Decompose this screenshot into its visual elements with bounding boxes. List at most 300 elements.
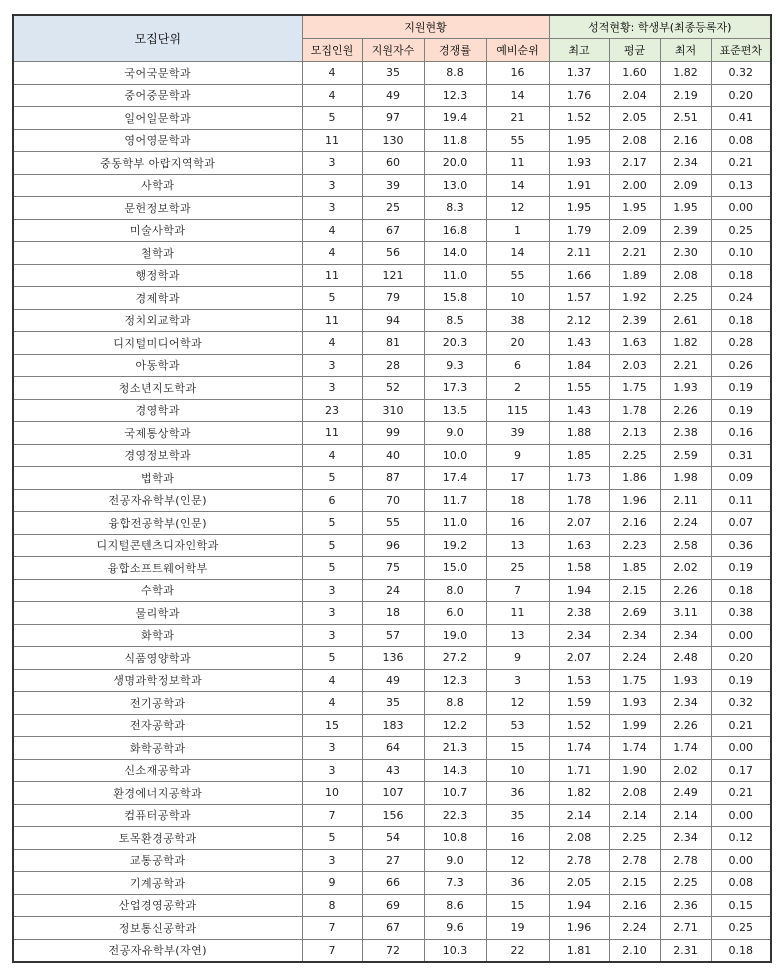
cell-applicants: 70 bbox=[362, 489, 424, 512]
header-grade-best: 최고 bbox=[549, 39, 609, 62]
cell-grade-best: 1.66 bbox=[549, 264, 609, 287]
table-row bbox=[13, 512, 771, 535]
cell-waitlist-rank: 14 bbox=[486, 174, 549, 197]
cell-waitlist-rank: 3 bbox=[486, 669, 549, 692]
table-row bbox=[13, 557, 771, 580]
cell-unit-name: 사학과 bbox=[13, 174, 302, 197]
cell-unit-name: 융합소프트웨어학부 bbox=[13, 557, 302, 580]
cell-grade-stddev: 0.38 bbox=[711, 602, 771, 625]
cell-grade-best: 1.52 bbox=[549, 714, 609, 737]
cell-competition-rate: 11.8 bbox=[424, 129, 486, 152]
cell-waitlist-rank: 12 bbox=[486, 197, 549, 220]
cell-applicants: 67 bbox=[362, 917, 424, 940]
cell-applicants: 35 bbox=[362, 692, 424, 715]
cell-competition-rate: 20.0 bbox=[424, 152, 486, 175]
table-row bbox=[13, 152, 771, 175]
table-row bbox=[13, 107, 771, 130]
cell-grade-average: 1.75 bbox=[609, 669, 660, 692]
cell-grade-lowest: 2.02 bbox=[660, 759, 711, 782]
cell-grade-stddev: 0.12 bbox=[711, 827, 771, 850]
cell-grade-lowest: 2.31 bbox=[660, 939, 711, 962]
cell-competition-rate: 11.0 bbox=[424, 512, 486, 535]
cell-grade-lowest: 2.11 bbox=[660, 489, 711, 512]
cell-grade-average: 1.74 bbox=[609, 737, 660, 760]
cell-grade-average: 2.03 bbox=[609, 354, 660, 377]
cell-grade-best: 1.52 bbox=[549, 107, 609, 130]
cell-grade-best: 1.43 bbox=[549, 332, 609, 355]
cell-grade-stddev: 0.10 bbox=[711, 242, 771, 265]
cell-quota: 3 bbox=[302, 849, 362, 872]
cell-grade-average: 1.63 bbox=[609, 332, 660, 355]
cell-applicants: 39 bbox=[362, 174, 424, 197]
cell-quota: 3 bbox=[302, 602, 362, 625]
cell-grade-lowest: 2.02 bbox=[660, 557, 711, 580]
cell-quota: 5 bbox=[302, 534, 362, 557]
cell-grade-lowest: 2.34 bbox=[660, 827, 711, 850]
cell-quota: 11 bbox=[302, 422, 362, 445]
cell-competition-rate: 8.8 bbox=[424, 692, 486, 715]
cell-unit-name: 전자공학과 bbox=[13, 714, 302, 737]
cell-grade-average: 2.23 bbox=[609, 534, 660, 557]
cell-grade-best: 1.85 bbox=[549, 444, 609, 467]
cell-grade-stddev: 0.21 bbox=[711, 782, 771, 805]
table-row bbox=[13, 669, 771, 692]
cell-applicants: 81 bbox=[362, 332, 424, 355]
cell-waitlist-rank: 9 bbox=[486, 444, 549, 467]
cell-grade-stddev: 0.26 bbox=[711, 354, 771, 377]
cell-grade-stddev: 0.08 bbox=[711, 129, 771, 152]
table-row bbox=[13, 377, 771, 400]
cell-grade-best: 1.95 bbox=[549, 197, 609, 220]
cell-quota: 3 bbox=[302, 174, 362, 197]
cell-competition-rate: 11.7 bbox=[424, 489, 486, 512]
cell-waitlist-rank: 6 bbox=[486, 354, 549, 377]
cell-grade-best: 1.84 bbox=[549, 354, 609, 377]
table-row bbox=[13, 174, 771, 197]
cell-grade-average: 1.75 bbox=[609, 377, 660, 400]
cell-applicants: 54 bbox=[362, 827, 424, 850]
cell-unit-name: 경제학과 bbox=[13, 287, 302, 310]
cell-applicants: 55 bbox=[362, 512, 424, 535]
cell-grade-average: 2.08 bbox=[609, 129, 660, 152]
cell-grade-lowest: 3.11 bbox=[660, 602, 711, 625]
cell-waitlist-rank: 38 bbox=[486, 309, 549, 332]
cell-grade-stddev: 0.24 bbox=[711, 287, 771, 310]
cell-grade-average: 2.14 bbox=[609, 804, 660, 827]
cell-unit-name: 일어일문학과 bbox=[13, 107, 302, 130]
cell-grade-lowest: 2.71 bbox=[660, 917, 711, 940]
cell-waitlist-rank: 12 bbox=[486, 849, 549, 872]
cell-waitlist-rank: 19 bbox=[486, 917, 549, 940]
cell-grade-lowest: 2.59 bbox=[660, 444, 711, 467]
cell-applicants: 156 bbox=[362, 804, 424, 827]
table-row bbox=[13, 737, 771, 760]
cell-unit-name: 행정학과 bbox=[13, 264, 302, 287]
table-row bbox=[13, 467, 771, 490]
cell-grade-lowest: 2.38 bbox=[660, 422, 711, 445]
cell-unit-name: 경영정보학과 bbox=[13, 444, 302, 467]
cell-competition-rate: 19.0 bbox=[424, 624, 486, 647]
cell-unit-name: 교통공학과 bbox=[13, 849, 302, 872]
cell-grade-stddev: 0.19 bbox=[711, 669, 771, 692]
table-row bbox=[13, 602, 771, 625]
cell-quota: 6 bbox=[302, 489, 362, 512]
cell-grade-best: 1.82 bbox=[549, 782, 609, 805]
cell-quota: 3 bbox=[302, 377, 362, 400]
cell-quota: 5 bbox=[302, 647, 362, 670]
cell-grade-stddev: 0.18 bbox=[711, 939, 771, 962]
cell-unit-name: 신소재공학과 bbox=[13, 759, 302, 782]
cell-grade-average: 2.21 bbox=[609, 242, 660, 265]
cell-quota: 4 bbox=[302, 84, 362, 107]
table-row bbox=[13, 849, 771, 872]
table-row bbox=[13, 624, 771, 647]
cell-quota: 4 bbox=[302, 332, 362, 355]
cell-unit-name: 물리학과 bbox=[13, 602, 302, 625]
cell-applicants: 40 bbox=[362, 444, 424, 467]
cell-grade-best: 2.07 bbox=[549, 647, 609, 670]
cell-quota: 4 bbox=[302, 669, 362, 692]
cell-unit-name: 법학과 bbox=[13, 467, 302, 490]
cell-waitlist-rank: 17 bbox=[486, 467, 549, 490]
cell-waitlist-rank: 11 bbox=[486, 152, 549, 175]
cell-quota: 8 bbox=[302, 894, 362, 917]
cell-grade-average: 1.90 bbox=[609, 759, 660, 782]
cell-waitlist-rank: 16 bbox=[486, 62, 549, 85]
cell-grade-stddev: 0.32 bbox=[711, 692, 771, 715]
cell-waitlist-rank: 36 bbox=[486, 872, 549, 895]
table-body bbox=[13, 62, 771, 963]
cell-unit-name: 수학과 bbox=[13, 579, 302, 602]
cell-grade-best: 1.78 bbox=[549, 489, 609, 512]
admissions-table bbox=[12, 14, 772, 963]
cell-quota: 3 bbox=[302, 737, 362, 760]
cell-grade-stddev: 0.00 bbox=[711, 849, 771, 872]
cell-waitlist-rank: 35 bbox=[486, 804, 549, 827]
cell-grade-stddev: 0.21 bbox=[711, 714, 771, 737]
cell-applicants: 97 bbox=[362, 107, 424, 130]
header-quota: 모집인원 bbox=[302, 39, 362, 62]
cell-grade-lowest: 2.30 bbox=[660, 242, 711, 265]
cell-unit-name: 환경에너지공학과 bbox=[13, 782, 302, 805]
table-row bbox=[13, 917, 771, 940]
cell-waitlist-rank: 55 bbox=[486, 264, 549, 287]
header-apply-group: 지원현황 bbox=[302, 15, 549, 39]
table-row bbox=[13, 647, 771, 670]
cell-grade-best: 1.94 bbox=[549, 894, 609, 917]
cell-grade-stddev: 0.09 bbox=[711, 467, 771, 490]
table-row bbox=[13, 242, 771, 265]
cell-grade-stddev: 0.11 bbox=[711, 489, 771, 512]
table-row bbox=[13, 84, 771, 107]
cell-grade-stddev: 0.00 bbox=[711, 624, 771, 647]
cell-grade-lowest: 2.24 bbox=[660, 512, 711, 535]
cell-grade-best: 1.37 bbox=[549, 62, 609, 85]
cell-grade-lowest: 2.34 bbox=[660, 692, 711, 715]
cell-applicants: 66 bbox=[362, 872, 424, 895]
cell-grade-best: 2.05 bbox=[549, 872, 609, 895]
cell-quota: 7 bbox=[302, 917, 362, 940]
cell-applicants: 52 bbox=[362, 377, 424, 400]
cell-grade-best: 1.88 bbox=[549, 422, 609, 445]
cell-grade-average: 2.39 bbox=[609, 309, 660, 332]
cell-unit-name: 정치외교학과 bbox=[13, 309, 302, 332]
cell-competition-rate: 27.2 bbox=[424, 647, 486, 670]
cell-grade-lowest: 2.26 bbox=[660, 714, 711, 737]
header-unit: 모집단위 bbox=[13, 15, 302, 62]
table-row bbox=[13, 939, 771, 962]
cell-quota: 11 bbox=[302, 129, 362, 152]
table-row bbox=[13, 714, 771, 737]
cell-quota: 3 bbox=[302, 579, 362, 602]
cell-quota: 3 bbox=[302, 152, 362, 175]
cell-competition-rate: 7.3 bbox=[424, 872, 486, 895]
table-row bbox=[13, 354, 771, 377]
cell-grade-average: 2.05 bbox=[609, 107, 660, 130]
cell-competition-rate: 17.4 bbox=[424, 467, 486, 490]
cell-unit-name: 디지털콘텐츠디자인학과 bbox=[13, 534, 302, 557]
cell-waitlist-rank: 115 bbox=[486, 399, 549, 422]
cell-competition-rate: 11.0 bbox=[424, 264, 486, 287]
cell-applicants: 57 bbox=[362, 624, 424, 647]
cell-grade-stddev: 0.16 bbox=[711, 422, 771, 445]
cell-grade-best: 1.96 bbox=[549, 917, 609, 940]
cell-unit-name: 철학과 bbox=[13, 242, 302, 265]
cell-waitlist-rank: 13 bbox=[486, 624, 549, 647]
cell-applicants: 60 bbox=[362, 152, 424, 175]
cell-grade-stddev: 0.08 bbox=[711, 872, 771, 895]
cell-quota: 5 bbox=[302, 557, 362, 580]
cell-unit-name: 화학과 bbox=[13, 624, 302, 647]
cell-grade-best: 1.94 bbox=[549, 579, 609, 602]
cell-grade-stddev: 0.41 bbox=[711, 107, 771, 130]
cell-waitlist-rank: 53 bbox=[486, 714, 549, 737]
cell-grade-lowest: 1.95 bbox=[660, 197, 711, 220]
cell-grade-stddev: 0.19 bbox=[711, 399, 771, 422]
cell-unit-name: 청소년지도학과 bbox=[13, 377, 302, 400]
cell-competition-rate: 21.3 bbox=[424, 737, 486, 760]
cell-grade-stddev: 0.18 bbox=[711, 579, 771, 602]
cell-waitlist-rank: 14 bbox=[486, 84, 549, 107]
cell-competition-rate: 12.3 bbox=[424, 669, 486, 692]
cell-grade-best: 2.07 bbox=[549, 512, 609, 535]
cell-quota: 5 bbox=[302, 107, 362, 130]
cell-grade-stddev: 0.32 bbox=[711, 62, 771, 85]
cell-grade-average: 2.78 bbox=[609, 849, 660, 872]
cell-applicants: 67 bbox=[362, 219, 424, 242]
cell-grade-best: 1.59 bbox=[549, 692, 609, 715]
cell-quota: 3 bbox=[302, 354, 362, 377]
cell-grade-average: 2.16 bbox=[609, 894, 660, 917]
cell-applicants: 27 bbox=[362, 849, 424, 872]
cell-waitlist-rank: 36 bbox=[486, 782, 549, 805]
table-row bbox=[13, 219, 771, 242]
cell-quota: 3 bbox=[302, 759, 362, 782]
cell-applicants: 183 bbox=[362, 714, 424, 737]
cell-grade-lowest: 2.16 bbox=[660, 129, 711, 152]
header-grade-average: 평균 bbox=[609, 39, 660, 62]
cell-unit-name: 전기공학과 bbox=[13, 692, 302, 715]
cell-competition-rate: 15.0 bbox=[424, 557, 486, 580]
cell-competition-rate: 9.0 bbox=[424, 849, 486, 872]
cell-grade-stddev: 0.25 bbox=[711, 917, 771, 940]
cell-grade-lowest: 1.74 bbox=[660, 737, 711, 760]
cell-unit-name: 토목환경공학과 bbox=[13, 827, 302, 850]
table-row bbox=[13, 287, 771, 310]
cell-grade-stddev: 0.13 bbox=[711, 174, 771, 197]
cell-grade-average: 1.78 bbox=[609, 399, 660, 422]
cell-grade-average: 2.04 bbox=[609, 84, 660, 107]
cell-grade-average: 2.15 bbox=[609, 872, 660, 895]
table-row bbox=[13, 399, 771, 422]
cell-competition-rate: 14.3 bbox=[424, 759, 486, 782]
cell-grade-average: 2.13 bbox=[609, 422, 660, 445]
cell-grade-best: 1.93 bbox=[549, 152, 609, 175]
cell-grade-best: 1.91 bbox=[549, 174, 609, 197]
cell-grade-best: 1.95 bbox=[549, 129, 609, 152]
cell-waitlist-rank: 21 bbox=[486, 107, 549, 130]
cell-unit-name: 식품영양학과 bbox=[13, 647, 302, 670]
cell-waitlist-rank: 13 bbox=[486, 534, 549, 557]
cell-competition-rate: 12.3 bbox=[424, 84, 486, 107]
cell-grade-lowest: 2.25 bbox=[660, 287, 711, 310]
cell-competition-rate: 15.8 bbox=[424, 287, 486, 310]
cell-grade-lowest: 2.34 bbox=[660, 152, 711, 175]
cell-quota: 7 bbox=[302, 939, 362, 962]
cell-grade-best: 1.73 bbox=[549, 467, 609, 490]
table-header bbox=[13, 15, 771, 62]
cell-applicants: 43 bbox=[362, 759, 424, 782]
cell-grade-stddev: 0.28 bbox=[711, 332, 771, 355]
cell-quota: 3 bbox=[302, 197, 362, 220]
cell-unit-name: 화학공학과 bbox=[13, 737, 302, 760]
cell-waitlist-rank: 25 bbox=[486, 557, 549, 580]
cell-competition-rate: 19.2 bbox=[424, 534, 486, 557]
cell-quota: 4 bbox=[302, 62, 362, 85]
cell-quota: 4 bbox=[302, 692, 362, 715]
cell-waitlist-rank: 2 bbox=[486, 377, 549, 400]
cell-grade-best: 1.57 bbox=[549, 287, 609, 310]
cell-unit-name: 정보통신공학과 bbox=[13, 917, 302, 940]
cell-quota: 7 bbox=[302, 804, 362, 827]
cell-applicants: 121 bbox=[362, 264, 424, 287]
cell-grade-lowest: 2.49 bbox=[660, 782, 711, 805]
cell-applicants: 64 bbox=[362, 737, 424, 760]
cell-grade-lowest: 2.26 bbox=[660, 579, 711, 602]
cell-applicants: 28 bbox=[362, 354, 424, 377]
cell-quota: 3 bbox=[302, 624, 362, 647]
cell-grade-average: 2.25 bbox=[609, 444, 660, 467]
cell-grade-average: 2.00 bbox=[609, 174, 660, 197]
cell-grade-average: 1.86 bbox=[609, 467, 660, 490]
cell-waitlist-rank: 22 bbox=[486, 939, 549, 962]
cell-grade-lowest: 2.78 bbox=[660, 849, 711, 872]
cell-grade-stddev: 0.31 bbox=[711, 444, 771, 467]
cell-competition-rate: 8.6 bbox=[424, 894, 486, 917]
cell-grade-stddev: 0.18 bbox=[711, 264, 771, 287]
cell-grade-lowest: 1.93 bbox=[660, 669, 711, 692]
cell-grade-stddev: 0.19 bbox=[711, 377, 771, 400]
table-row bbox=[13, 894, 771, 917]
cell-applicants: 35 bbox=[362, 62, 424, 85]
cell-waitlist-rank: 18 bbox=[486, 489, 549, 512]
cell-grade-lowest: 2.26 bbox=[660, 399, 711, 422]
cell-grade-best: 2.14 bbox=[549, 804, 609, 827]
table-row bbox=[13, 759, 771, 782]
cell-competition-rate: 13.5 bbox=[424, 399, 486, 422]
cell-grade-best: 2.12 bbox=[549, 309, 609, 332]
cell-grade-stddev: 0.15 bbox=[711, 894, 771, 917]
cell-unit-name: 영어영문학과 bbox=[13, 129, 302, 152]
cell-unit-name: 컴퓨터공학과 bbox=[13, 804, 302, 827]
header-waitlist-rank: 예비순위 bbox=[486, 39, 549, 62]
cell-waitlist-rank: 15 bbox=[486, 737, 549, 760]
cell-unit-name: 디지털미디어학과 bbox=[13, 332, 302, 355]
cell-unit-name: 융합전공학부(인문) bbox=[13, 512, 302, 535]
cell-unit-name: 중동학부 아랍지역학과 bbox=[13, 152, 302, 175]
cell-competition-rate: 6.0 bbox=[424, 602, 486, 625]
table-row bbox=[13, 782, 771, 805]
cell-grade-best: 1.81 bbox=[549, 939, 609, 962]
cell-unit-name: 전공자유학부(인문) bbox=[13, 489, 302, 512]
cell-competition-rate: 14.0 bbox=[424, 242, 486, 265]
cell-grade-average: 1.85 bbox=[609, 557, 660, 580]
cell-competition-rate: 20.3 bbox=[424, 332, 486, 355]
cell-competition-rate: 10.0 bbox=[424, 444, 486, 467]
cell-grade-best: 1.55 bbox=[549, 377, 609, 400]
cell-unit-name: 문헌정보학과 bbox=[13, 197, 302, 220]
cell-quota: 5 bbox=[302, 827, 362, 850]
cell-grade-stddev: 0.36 bbox=[711, 534, 771, 557]
cell-grade-lowest: 2.58 bbox=[660, 534, 711, 557]
table-row bbox=[13, 804, 771, 827]
cell-grade-average: 2.17 bbox=[609, 152, 660, 175]
cell-grade-lowest: 1.93 bbox=[660, 377, 711, 400]
cell-applicants: 107 bbox=[362, 782, 424, 805]
cell-waitlist-rank: 1 bbox=[486, 219, 549, 242]
cell-waitlist-rank: 10 bbox=[486, 759, 549, 782]
cell-competition-rate: 10.7 bbox=[424, 782, 486, 805]
header-grade-lowest: 최저 bbox=[660, 39, 711, 62]
header-grade-stddev: 표준편차 bbox=[711, 39, 771, 62]
cell-applicants: 49 bbox=[362, 84, 424, 107]
cell-grade-stddev: 0.21 bbox=[711, 152, 771, 175]
header-competition-rate: 경쟁률 bbox=[424, 39, 486, 62]
cell-grade-average: 2.69 bbox=[609, 602, 660, 625]
cell-applicants: 130 bbox=[362, 129, 424, 152]
cell-waitlist-rank: 15 bbox=[486, 894, 549, 917]
cell-quota: 5 bbox=[302, 287, 362, 310]
cell-competition-rate: 9.3 bbox=[424, 354, 486, 377]
cell-applicants: 75 bbox=[362, 557, 424, 580]
cell-unit-name: 경영학과 bbox=[13, 399, 302, 422]
cell-competition-rate: 9.6 bbox=[424, 917, 486, 940]
cell-grade-average: 2.08 bbox=[609, 782, 660, 805]
cell-grade-average: 1.89 bbox=[609, 264, 660, 287]
cell-waitlist-rank: 14 bbox=[486, 242, 549, 265]
cell-grade-lowest: 2.08 bbox=[660, 264, 711, 287]
cell-waitlist-rank: 16 bbox=[486, 512, 549, 535]
cell-unit-name: 국어국문학과 bbox=[13, 62, 302, 85]
cell-unit-name: 아동학과 bbox=[13, 354, 302, 377]
cell-grade-best: 1.74 bbox=[549, 737, 609, 760]
cell-applicants: 87 bbox=[362, 467, 424, 490]
cell-quota: 4 bbox=[302, 242, 362, 265]
cell-grade-best: 2.34 bbox=[549, 624, 609, 647]
cell-grade-best: 2.38 bbox=[549, 602, 609, 625]
cell-grade-lowest: 2.09 bbox=[660, 174, 711, 197]
cell-quota: 11 bbox=[302, 309, 362, 332]
